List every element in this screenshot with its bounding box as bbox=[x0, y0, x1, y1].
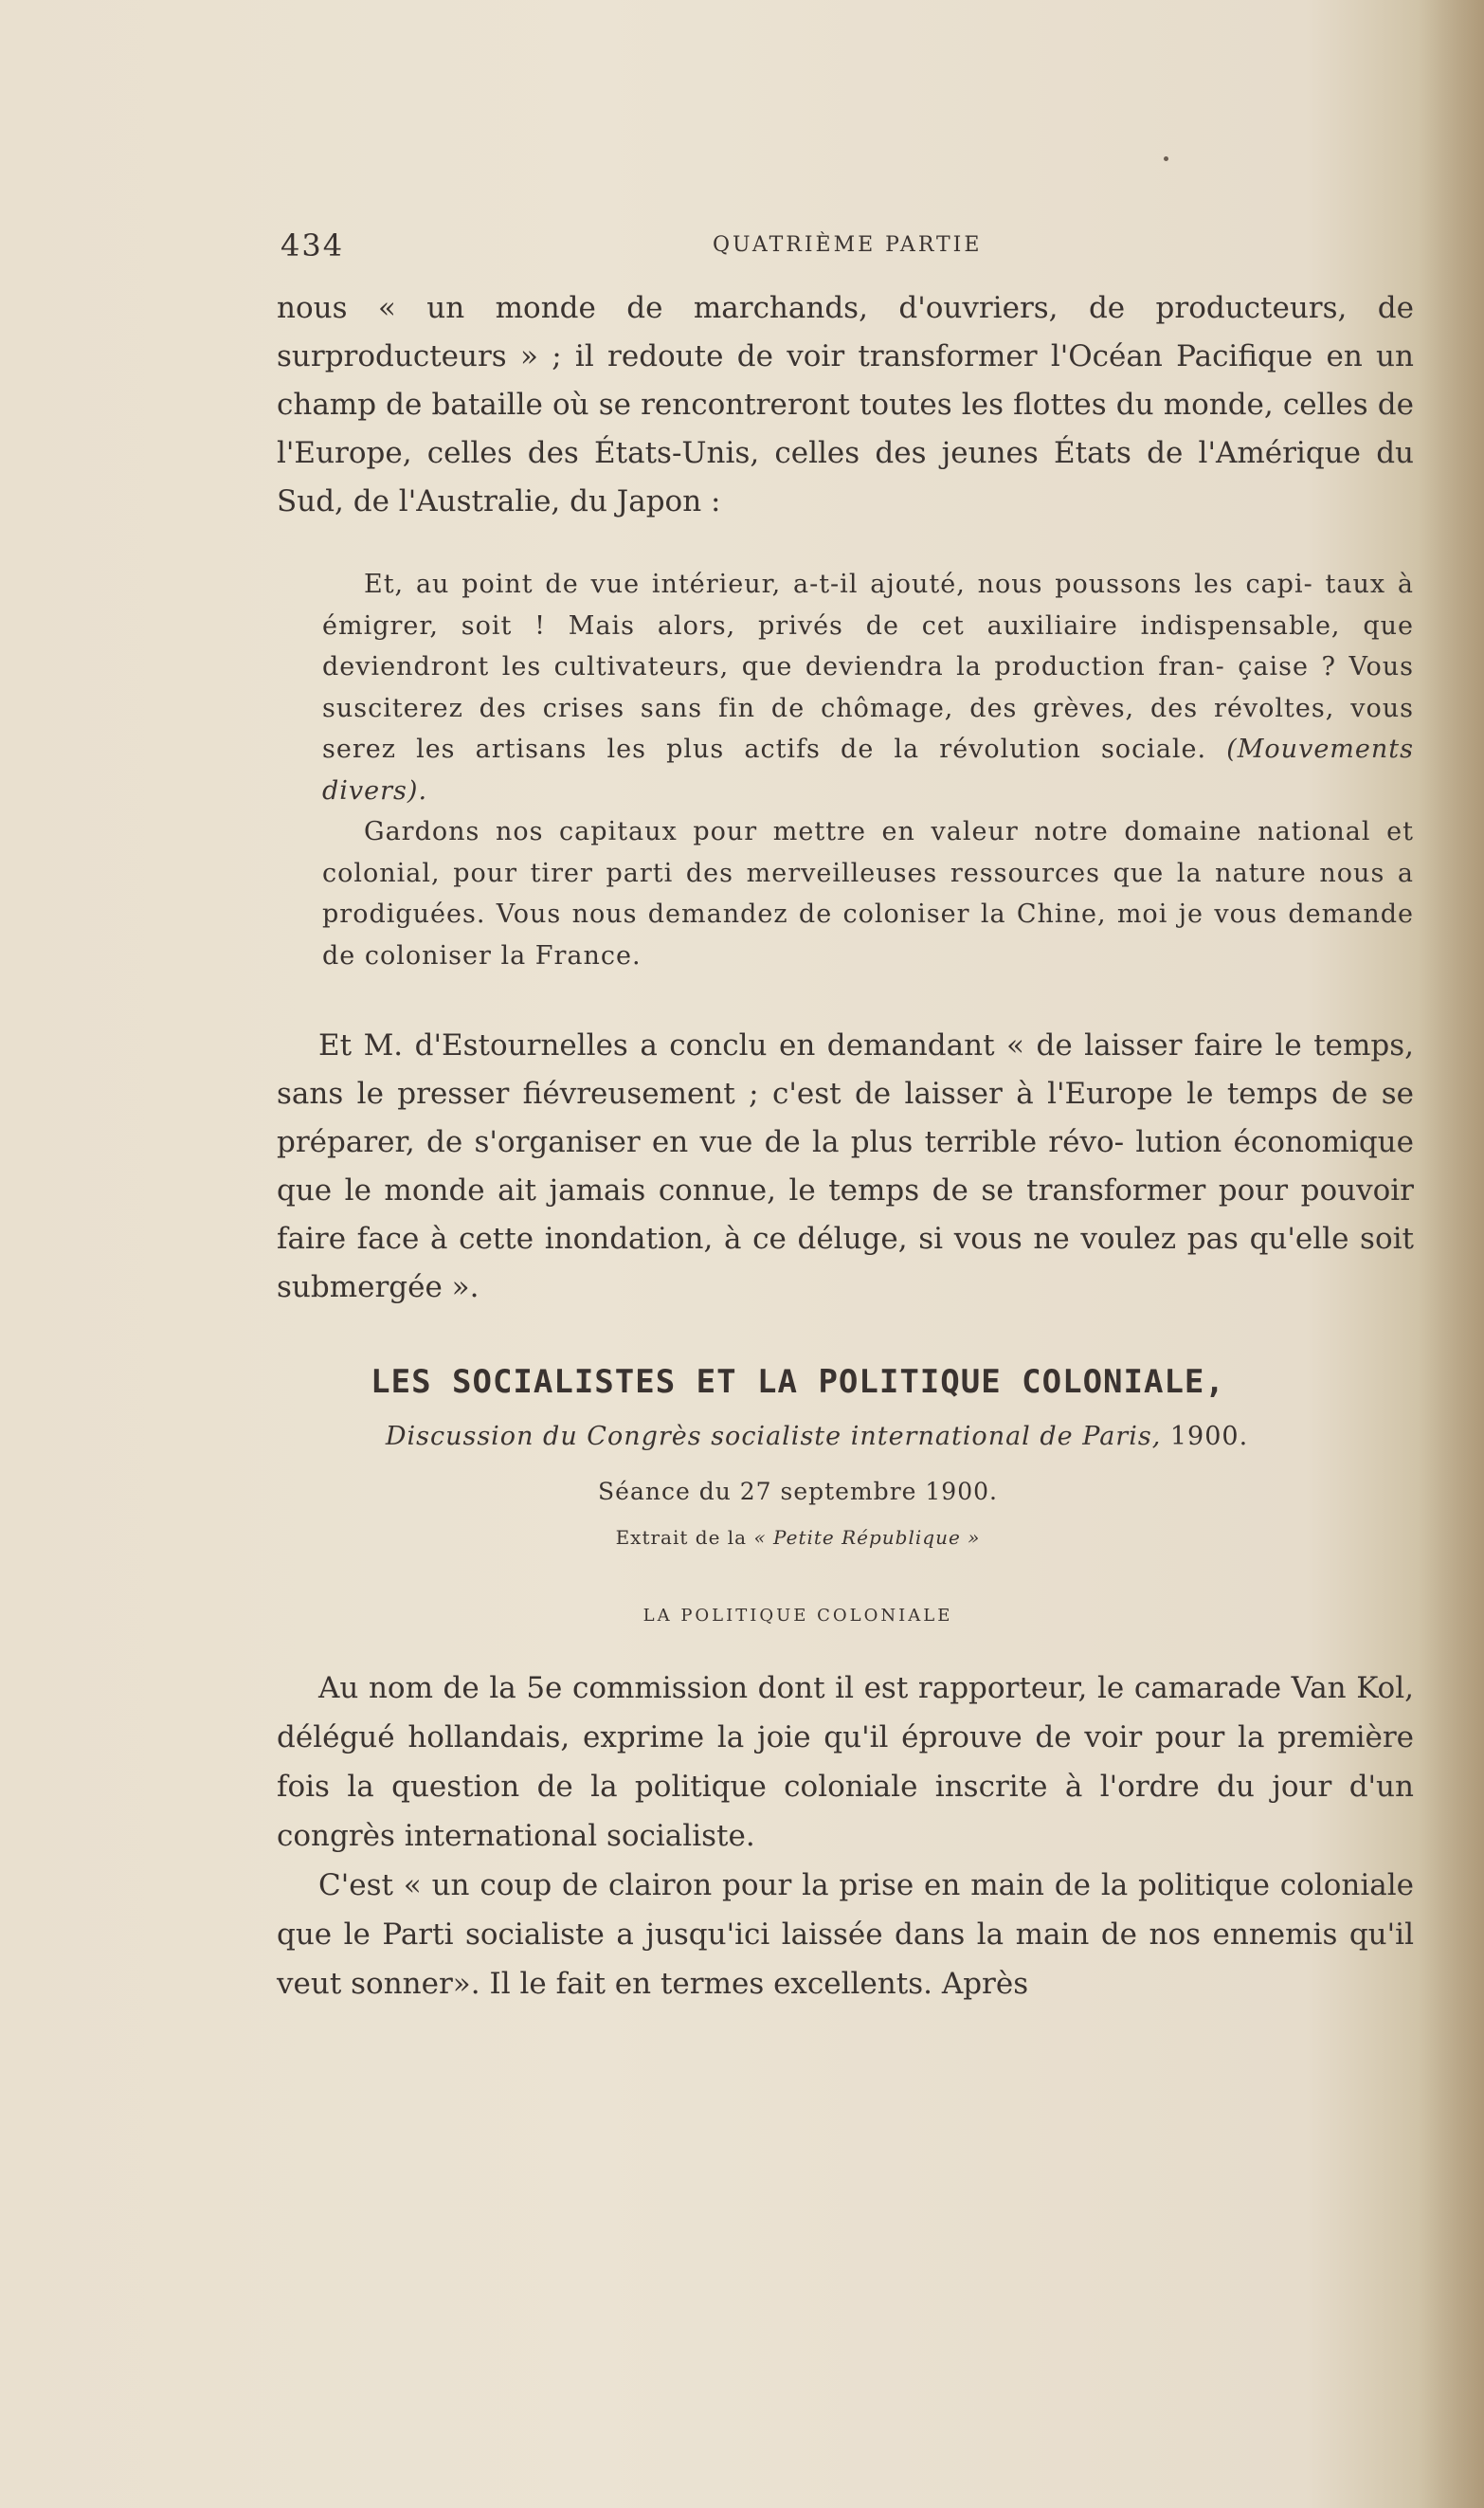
session-date: Séance du 27 septembre 1900. bbox=[598, 1478, 998, 1505]
running-head bbox=[277, 227, 1414, 267]
subtitle-text: Discussion du Congrès socialiste international de Paris, bbox=[385, 1422, 1162, 1451]
text-line: et colonial, pour tirer parti des merveilleuses ressources que la nature bbox=[322, 817, 1414, 888]
stage-direction: (Mouvements divers). bbox=[322, 735, 1414, 806]
text-line: en un champ de bataille où se rencontreront toutes les flottes du bbox=[277, 339, 1414, 422]
text-line: çaise ? Vous susciterez des crises sans fin de chômage, des grèves, des bbox=[322, 652, 1414, 723]
text-line: monde, celles de l'Europe, celles des États-Unis, celles des jeunes bbox=[277, 388, 1414, 470]
text-line: surproducteurs » ; il redoute de voir transformer l'Océan Pacifique bbox=[277, 339, 1313, 373]
paragraph-4 bbox=[277, 1861, 1414, 2008]
ink-speck bbox=[1164, 156, 1168, 161]
text-line: révoltes, vous serez les artisans les plus actifs de la révolution sociale. bbox=[322, 693, 1414, 764]
page-content bbox=[277, 227, 1414, 2008]
block-quote bbox=[322, 564, 1414, 976]
text-line: transformer pour pouvoir faire face à cette inondation, à ce déluge, bbox=[277, 1173, 1414, 1256]
text-line: vous demande de coloniser la France. bbox=[322, 900, 1414, 971]
text-line: nous a prodiguées. Vous nous demandez de coloniser la Chine, moi je bbox=[322, 858, 1414, 929]
section-subtitle bbox=[277, 1422, 1357, 1451]
text-line: Gardons nos capitaux pour mettre en valeur notre domaine national bbox=[364, 817, 1371, 846]
section-title: LES SOCIALISTES ET LA POLITIQUE COLONIALE, bbox=[371, 1363, 1225, 1401]
extract-prefix: Extrait de la bbox=[615, 1526, 748, 1549]
text-line: États de l'Amérique du Sud, de l'Australie, du Japon : bbox=[277, 436, 1414, 518]
text-line: Au nom de la 5e commission dont il est rapporteur, le camarade bbox=[318, 1671, 1282, 1705]
text-line: si vous ne voulez pas qu'elle soit submergée ». bbox=[277, 1222, 1414, 1304]
text-line: Et, au point de vue intérieur, a-t-il ajouté, nous poussons les capi- bbox=[364, 570, 1313, 599]
page-edge-shadow bbox=[1418, 0, 1484, 2508]
subsection-title: LA POLITIQUE COLONIALE bbox=[642, 1606, 953, 1626]
paragraph-2 bbox=[277, 1022, 1414, 1312]
extract-publication: « Petite République » bbox=[753, 1526, 981, 1549]
text-line: taux à émigrer, soit ! Mais alors, privés de cet auxiliaire indispensable, bbox=[322, 570, 1414, 641]
closing-block bbox=[277, 1663, 1414, 2008]
quote-paragraph-2 bbox=[322, 811, 1414, 976]
text-line: coloniale que le Parti socialiste a jusqu'ici laissée dans la main de bbox=[277, 1868, 1414, 1952]
text-line: lution économique que le monde ait jamais connue, le temps de se bbox=[277, 1125, 1414, 1208]
subtitle-year: 1900. bbox=[1169, 1422, 1249, 1451]
text-line: nous « un monde de marchands, d'ouvriers, de producteurs, de bbox=[277, 291, 1414, 325]
paragraph-1 bbox=[277, 284, 1414, 526]
part-title: QUATRIÈME PARTIE bbox=[713, 233, 983, 257]
text-line: que deviendront les cultivateurs, que deviendra la production fran- bbox=[322, 610, 1414, 682]
text-line: temps, sans le presser fiévreusement ; c'est de laisser à l'Europe le bbox=[277, 1028, 1414, 1111]
text-line: à l'ordre du jour d'un congrès international socialiste. bbox=[277, 1770, 1414, 1853]
paragraph-3 bbox=[277, 1663, 1414, 1861]
extract-source bbox=[277, 1526, 1319, 1549]
text-line: pour la première fois la question de la politique coloniale inscrite bbox=[277, 1720, 1415, 1804]
text-line: nos ennemis qu'il veut sonner». Il le fait en termes excellents. Après bbox=[277, 1917, 1415, 2001]
text-line: Et M. d'Estournelles a conclu en demandant « de laisser faire le bbox=[318, 1028, 1302, 1063]
spacer bbox=[277, 976, 1414, 1022]
quote-paragraph-1 bbox=[322, 564, 1414, 811]
text-line: C'est « un coup de clairon pour la prise en main de la politique bbox=[318, 1868, 1270, 1902]
text-line: Van Kol, délégué hollandais, exprime la joie qu'il éprouve de voir bbox=[277, 1671, 1414, 1754]
text-line: temps de se préparer, de s'organiser en vue de la plus terrible révo- bbox=[277, 1077, 1414, 1159]
page-number: 434 bbox=[281, 227, 345, 264]
